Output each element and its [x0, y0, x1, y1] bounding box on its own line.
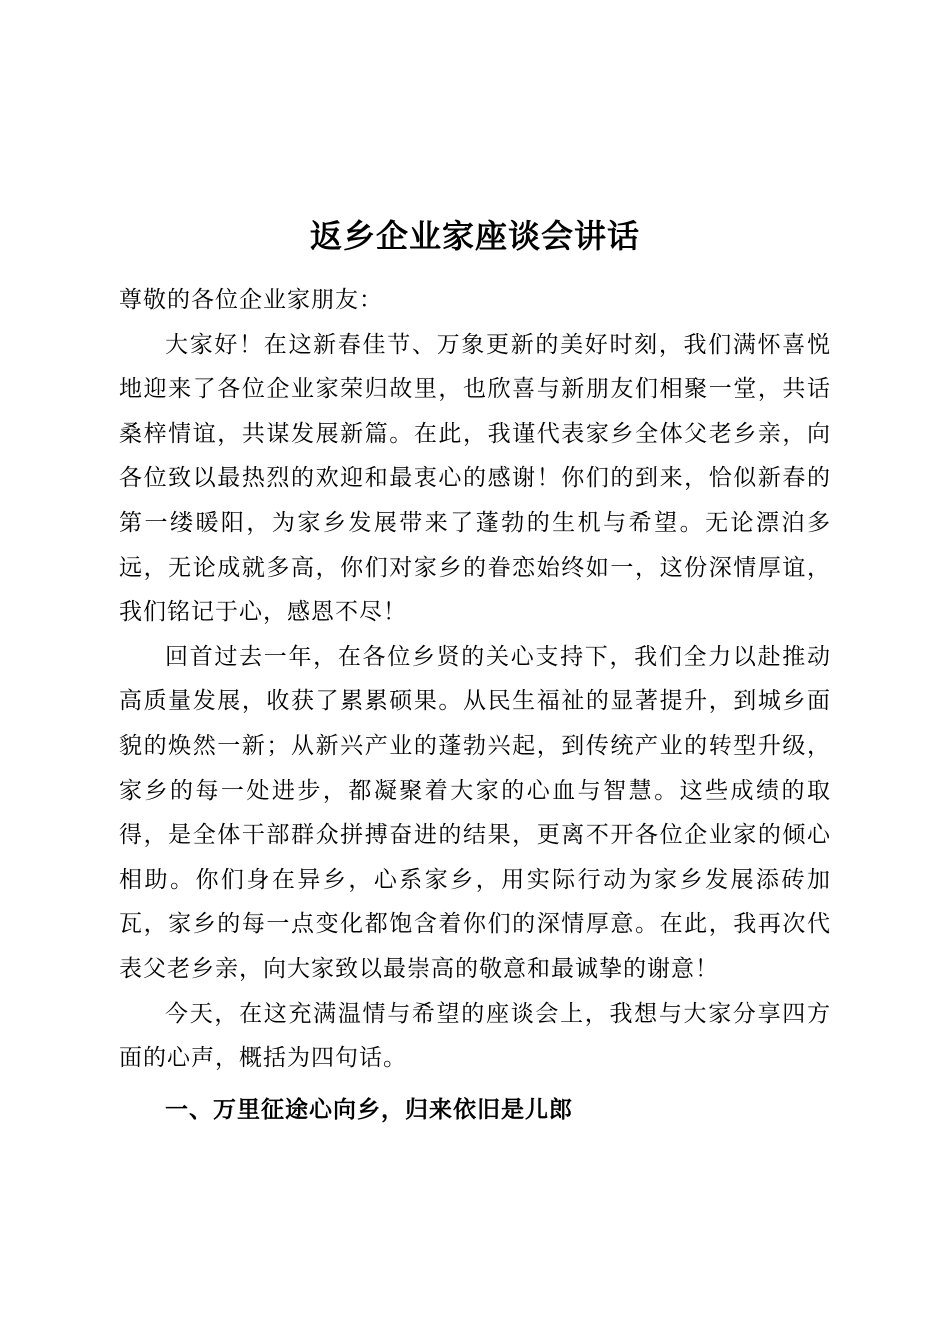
document-body: [119, 278, 831, 1132]
section-heading-one: 一、万里征途心向乡，归来依旧是儿郎: [165, 1096, 573, 1123]
greeting-line: 尊敬的各位企业家朋友：: [119, 287, 383, 313]
paragraph-review: 回首过去一年，在各位乡贤的关心支持下，我们全力以赴推动高质量发展，收获了累累硕果。从民生福祉的显著提升，到城乡面貌的焕然一新；从新兴产业的蓬勃兴起，到传统产业的转型升级，家乡的每一处进步，都凝聚着大家的心血与智慧。这些成绩的取得，是全体干部群众拼搏奋进的结果，更离不开各位企业家的倾心相助。你们身在异乡，心系家乡，用实际行动为家乡发展添砖加瓦，家乡的每一点变化都饱含着你们的深情厚意。在此，我再次代表父老乡亲，向大家致以最崇高的敬意和最诚挚的谢意！: [119, 643, 831, 982]
paragraph-welcome: 大家好！在这新春佳节、万象更新的美好时刻，我们满怀喜悦地迎来了各位企业家荣归故里，也欣喜与新朋友们相聚一堂，共话桑梓情谊，共谋发展新篇。在此，我谨代表家乡全体父老乡亲，向各位致以最热烈的欢迎和最衷心的感谢！你们的到来，恰似新春的第一缕暖阳，为家乡发展带来了蓬勃的生机与希望。无论漂泊多远，无论成就多高，你们对家乡的眷恋始终如一，这份深情厚谊，我们铭记于心，感恩不尽！: [119, 331, 831, 626]
paragraph-intro: 今天，在这充满温情与希望的座谈会上，我想与大家分享四方面的心声，概括为四句话。: [119, 1000, 831, 1072]
document-title: 返乡企业家座谈会讲话: [309, 217, 640, 255]
